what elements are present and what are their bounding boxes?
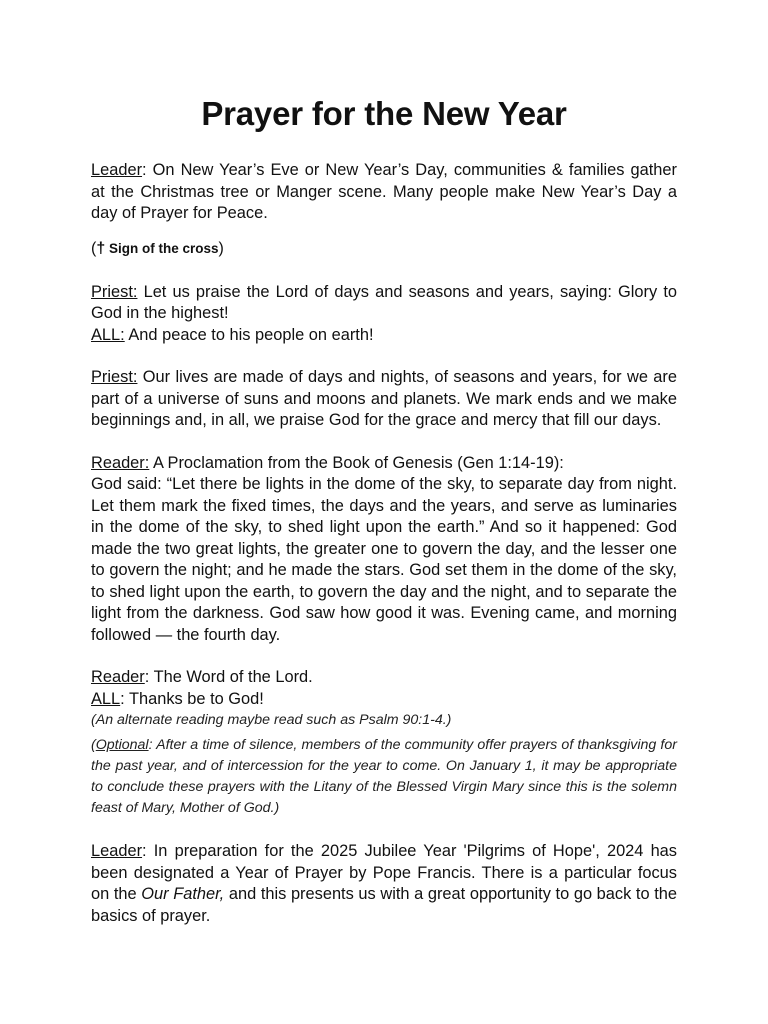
priest-reflection-text: Our lives are made of days and nights, of seasons and years, for we are part of a universe of suns and moons and planets. We mark ends and we make beginnings and, in all, we praise God for the grace and mercy that fill our days. — [91, 368, 677, 429]
reader-conclusion-paragraph — [91, 667, 677, 689]
priest-invocation-paragraph — [91, 282, 677, 325]
all-label: ALL: — [91, 325, 125, 344]
priest-invocation-text: Let us praise the Lord of days and seasons and years, saying: Glory to God in the highest! — [91, 282, 677, 322]
all-response-text: And peace to his people on earth! — [124, 325, 374, 344]
optional-open-paren: ( — [91, 737, 96, 753]
sign-of-cross-label: Sign of the cross — [105, 240, 219, 256]
reader-label: Reader: — [91, 453, 150, 472]
spacer — [91, 646, 677, 667]
leader-label: Leader — [91, 161, 143, 179]
reader-proclamation-text: A Proclamation from the Book of Genesis (Gen 1:14-19): — [149, 453, 564, 472]
cross-icon: † — [96, 239, 106, 257]
all-label: ALL — [91, 689, 121, 708]
spacer — [91, 261, 677, 282]
leader-label: Leader — [91, 842, 143, 860]
priest-label: Priest: — [91, 282, 138, 301]
spacer — [91, 432, 677, 453]
alternate-reading-note: (An alternate reading maybe read such as Psalm 90:1-4.) — [91, 712, 452, 728]
spacer — [91, 346, 677, 367]
all-response-paragraph — [91, 325, 677, 347]
reader-label: Reader — [91, 668, 145, 686]
priest-reflection-paragraph — [91, 367, 677, 432]
reader-conclusion-text: : The Word of the Lord. — [144, 668, 313, 686]
leader-jubilee-paragraph — [91, 841, 677, 927]
leader-jubilee-text-end: and this presents us with a great opportunity to go back to the basics of prayer. — [91, 885, 677, 925]
optional-rubric-paragraph — [91, 735, 677, 819]
leader-intro-text: : On New Year’s Eve or New Year’s Day, communities & families gather at the Christmas tree or Manger scene. Many people make New Year’s Day a day of Prayer for Peace. — [91, 161, 677, 222]
sign-of-cross-line — [91, 237, 677, 261]
leader-intro-paragraph — [91, 160, 677, 225]
reader-proclamation-paragraph — [91, 453, 677, 475]
genesis-reading-paragraph: God said: “Let there be lights in the dome of the sky, to separate day from night. Let them mark the fixed times, the days and the years, and serve as luminaries in the dome of the sky, to shed light upon the earth.” And so it happened: God made the two great lights, the greater one to govern the day, and the lesser one to govern the night; and he made the stars. God set them in the dome of the sky, to shed light upon the earth, to govern the day and the night, and to separate the light from the darkness. God saw how good it was. Evening came, and morning followed — the fourth day. — [91, 475, 677, 644]
all-thanks-paragraph — [91, 689, 677, 711]
all-thanks-text: : Thanks be to God! — [120, 689, 264, 708]
page-title: Prayer for the New Year — [201, 95, 567, 132]
leader-jubilee-text: : In preparation for the 2025 Jubilee Year 'Pilgrims of Hope', 2024 has been designated a Year of Prayer by Pope Francis. There is a particular focus on the — [91, 842, 677, 903]
our-father-emphasis: Our Father, — [141, 885, 225, 903]
priest-label: Priest: — [91, 368, 138, 386]
optional-rubric-text: : After a time of silence, members of the community offer prayers of thanksgiving for the past year, and of intercession for the year to come. On January 1, it may be appropriate to conclude these prayers with the Litany of the Blessed Virgin Mary since this is the solemn feast of Mary, Mother of God.) — [91, 737, 677, 816]
document-page — [91, 92, 677, 927]
sign-close-paren: ) — [218, 239, 224, 257]
optional-label: Optional — [95, 737, 149, 753]
sign-open-paren: ( — [91, 239, 97, 257]
